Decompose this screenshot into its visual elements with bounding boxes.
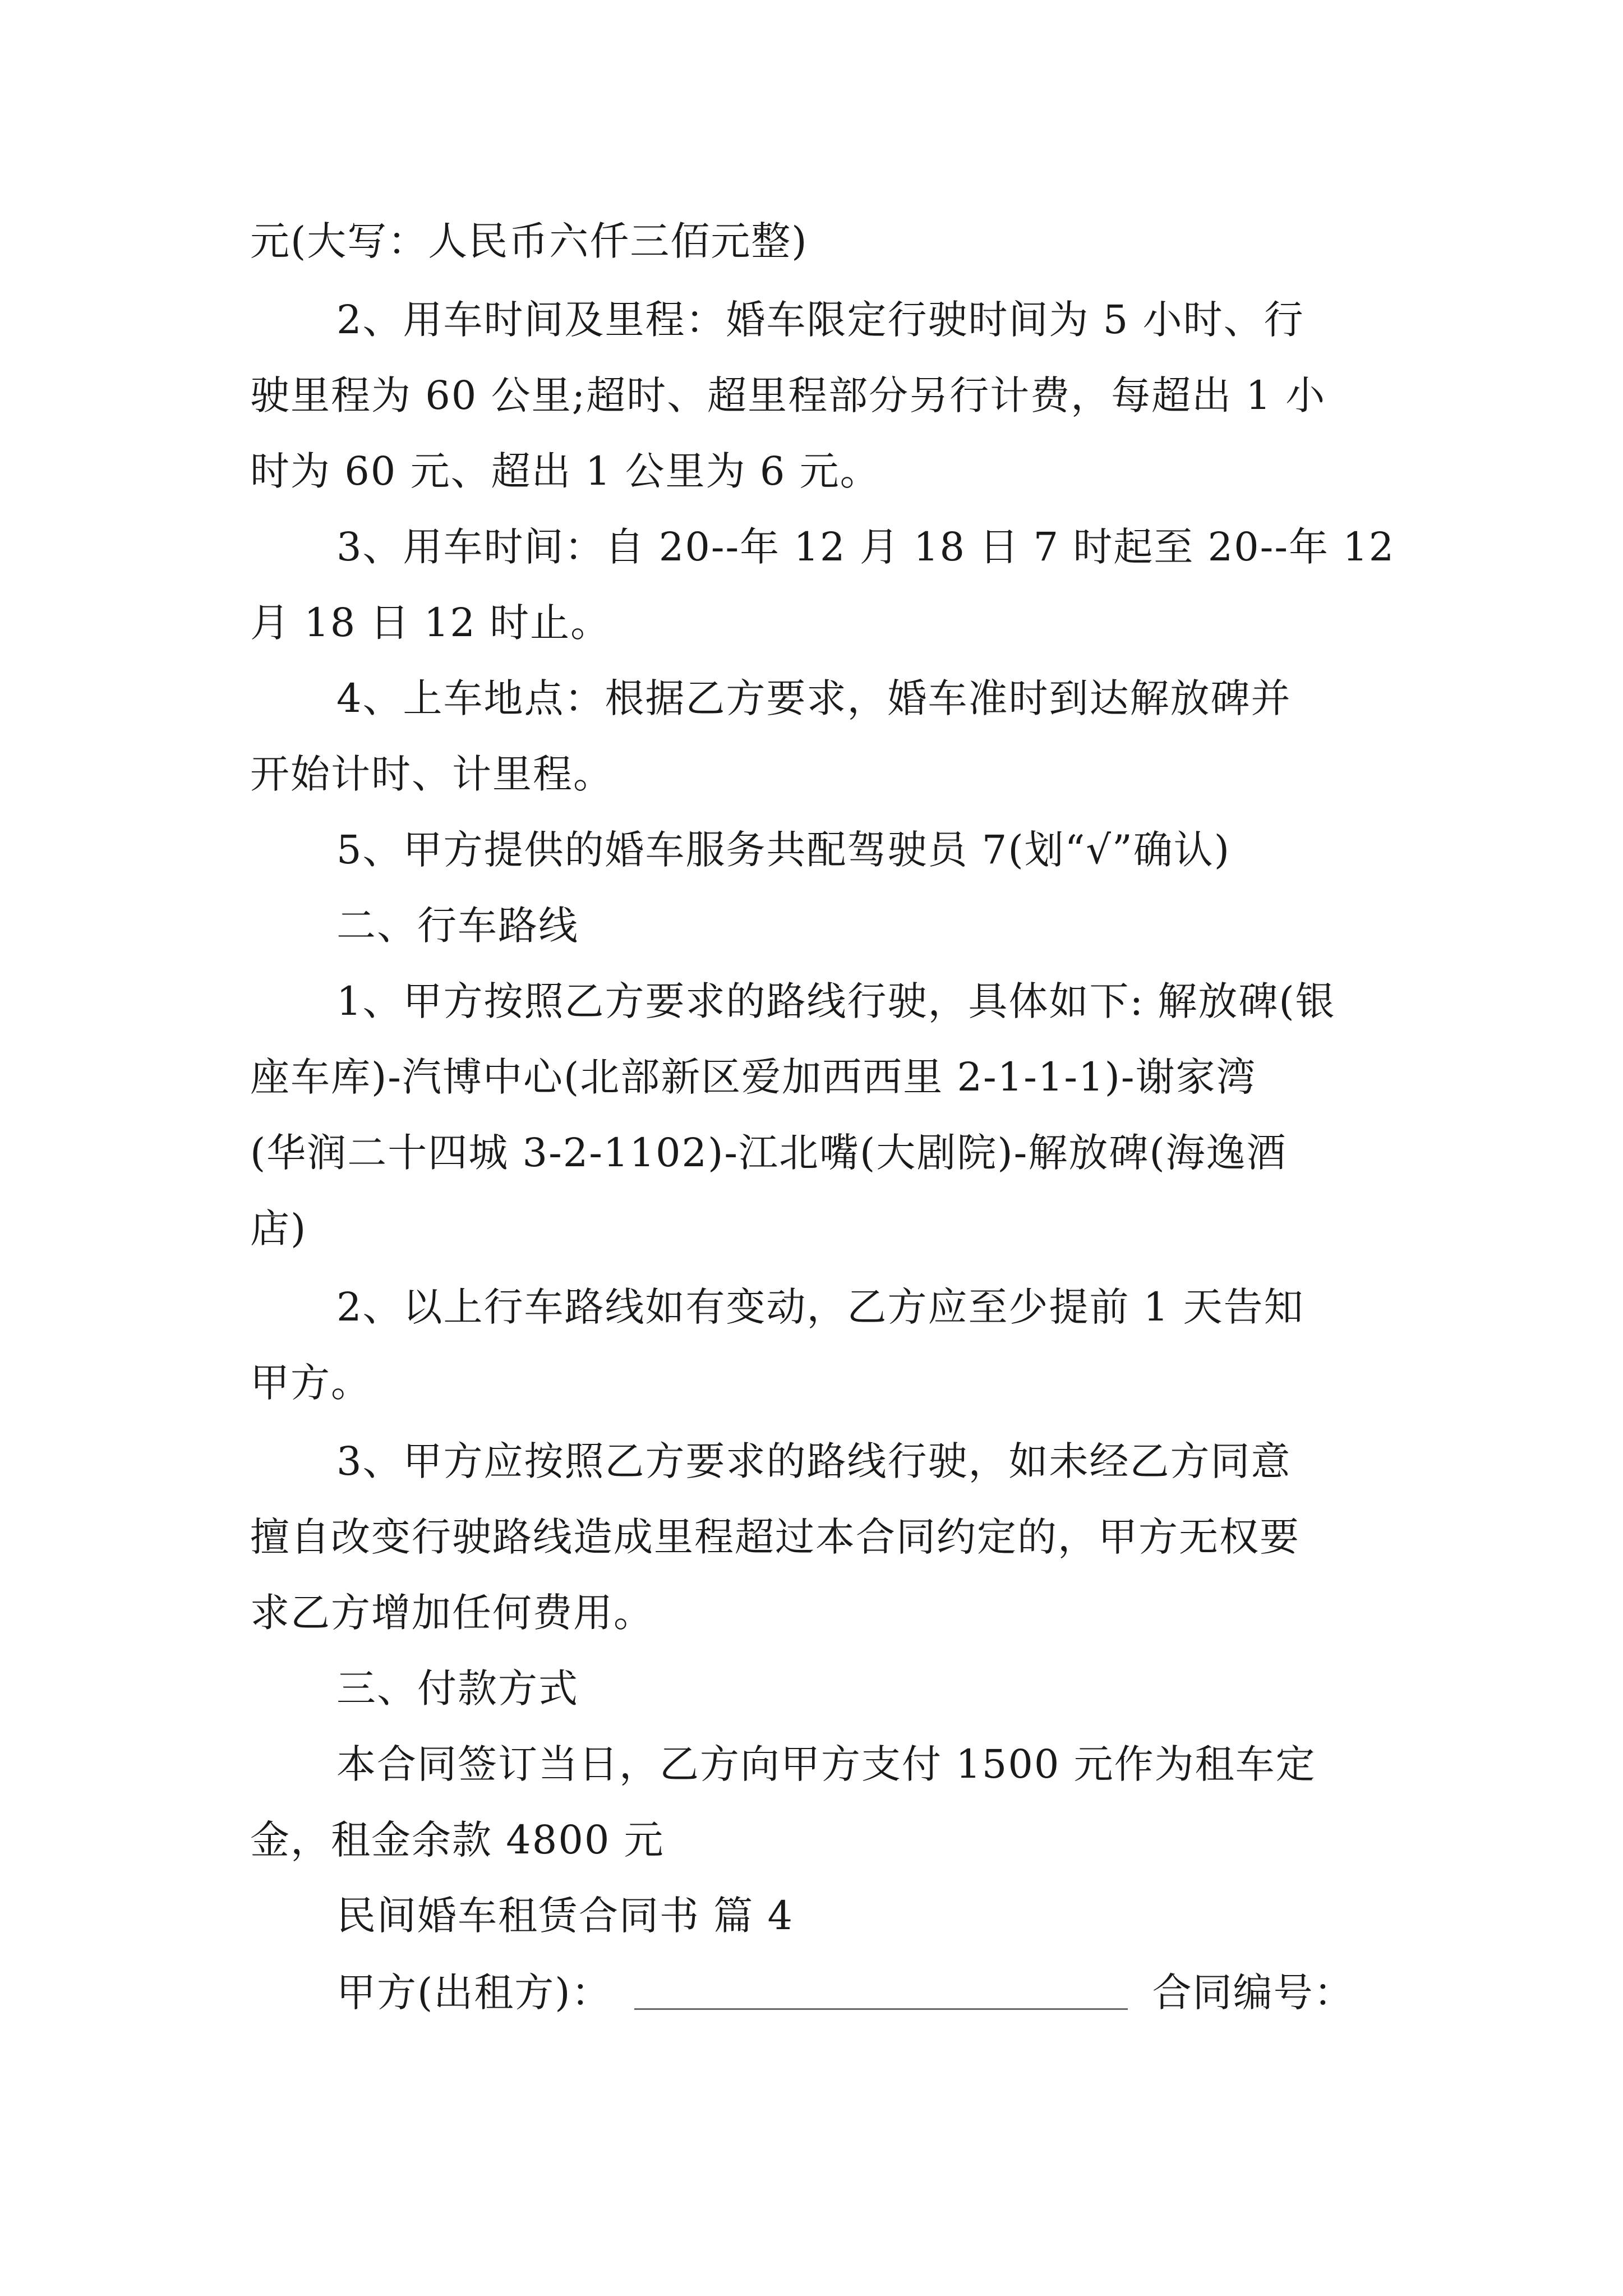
paragraph-line: 求乙方增加任何费用。 (250, 1590, 654, 1636)
paragraph-line: 店) (250, 1205, 307, 1251)
paragraph-line: 5、甲方提供的婚车服务共配驾驶员 7(划“√”确认) (336, 827, 1231, 873)
paragraph-line: 月 18 日 12 时止。 (250, 600, 611, 646)
paragraph-line: 3、甲方应按照乙方要求的路线行驶，如未经乙方同意 (336, 1438, 1292, 1484)
paragraph-line: 2、用车时间及里程：婚车限定行驶时间为 5 小时、行 (336, 297, 1304, 343)
paragraph-line: 4、上车地点：根据乙方要求，婚车准时到达解放碑并 (336, 675, 1292, 721)
paragraph-line: 驶里程为 60 公里;超时、超里程部分另行计费，每超出 1 小 (250, 372, 1326, 418)
paragraph-line: 3、用车时间：自 20--年 12 月 18 日 7 时起至 20--年 12 (336, 524, 1395, 570)
paragraph-line: 本合同签订当日，乙方向甲方支付 1500 元作为租车定 (336, 1741, 1316, 1787)
paragraph-line: 座车库)-汽博中心(北部新区爱加西西里 2-1-1-1)-谢家湾 (250, 1054, 1257, 1100)
paragraph-line: 开始计时、计里程。 (250, 751, 614, 797)
paragraph-line: 2、以上行车路线如有变动，乙方应至少提前 1 天告知 (336, 1284, 1304, 1330)
paragraph-line: 擅自改变行驶路线造成里程超过本合同约定的，甲方无权要 (250, 1514, 1300, 1560)
paragraph-line: 1、甲方按照乙方要求的路线行驶，具体如下: 解放碑(银 (336, 978, 1336, 1024)
section-heading: 二、行车路线 (336, 903, 579, 949)
paragraph-line: 时为 60 元、超出 1 公里为 6 元。 (250, 448, 880, 494)
contract-number-label: 合同编号： (1152, 1970, 1354, 2016)
party-a-blank-line (634, 1969, 1128, 2010)
paragraph-line: (华润二十四城 3-2-1102)-江北嘴(大剧院)-解放碑(海逸酒 (250, 1130, 1287, 1176)
paragraph-line: 金，租金余款 4800 元 (250, 1817, 665, 1863)
paragraph-line: 元(大写：人民币六仟三佰元整) (250, 218, 808, 264)
party-a-label: 甲方(出租方)： (336, 1970, 612, 2016)
document-title: 民间婚车租赁合同书 篇 4 (336, 1893, 794, 1939)
party-a-row (336, 1964, 1402, 2021)
section-heading: 三、付款方式 (336, 1665, 579, 1711)
paragraph-line: 甲方。 (250, 1360, 371, 1406)
